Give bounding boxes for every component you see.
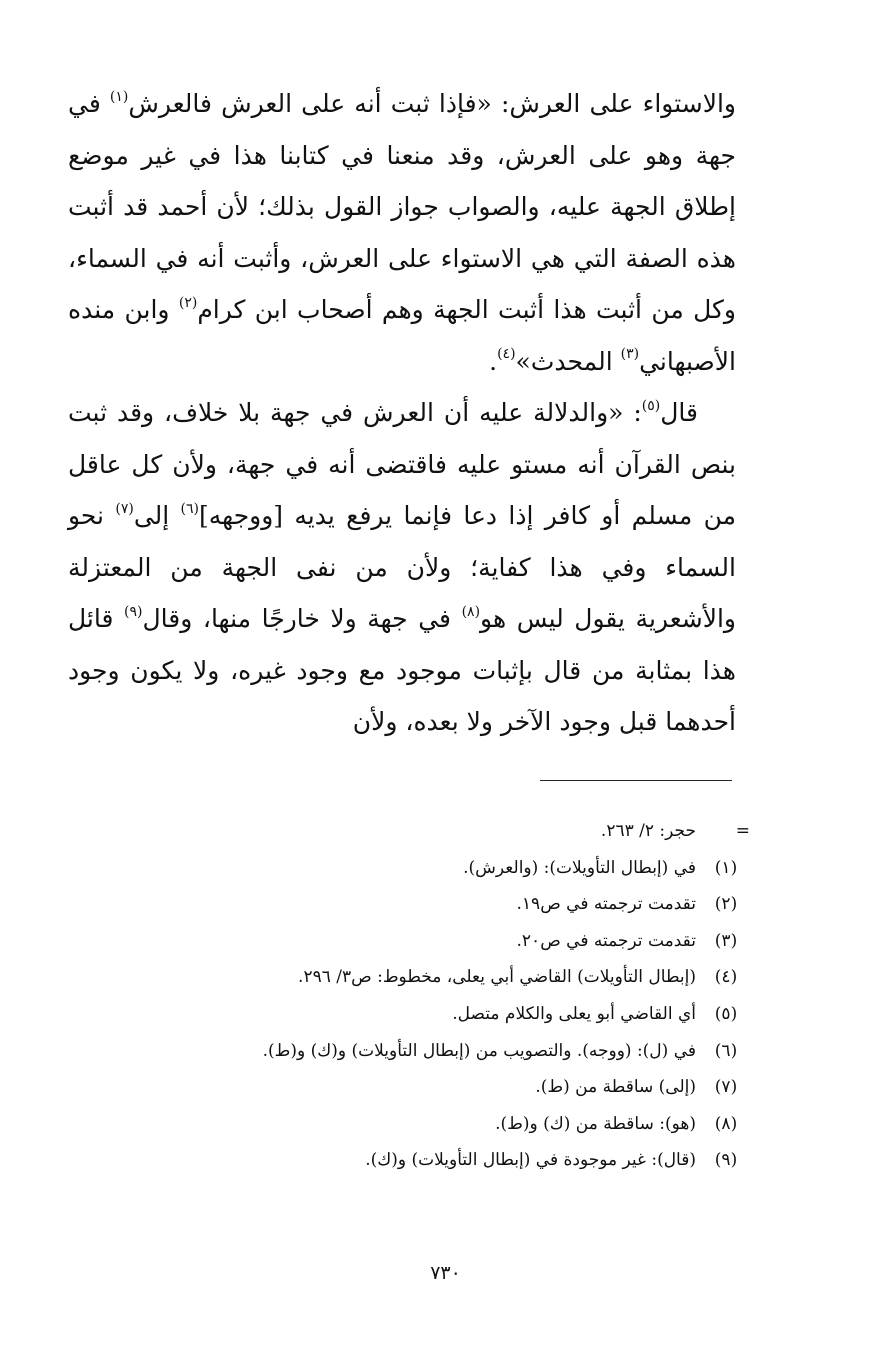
footnote-ref-8: (٨) [461, 603, 481, 620]
page-number: ٧٣٠ [430, 1262, 461, 1284]
footnote-text: (هو): ساقطة من (ك) و(ط). [495, 1113, 696, 1134]
footnote-1 [100, 850, 750, 887]
paragraph-2 [68, 387, 736, 748]
footnote-text: في (ل): (ووجه). والتصويب من (إبطال التأويلات) و(ك) و(ط). [262, 1040, 696, 1061]
footnote-4 [100, 959, 750, 996]
footnote-2 [100, 886, 750, 923]
footnote-text: تقدمت ترجمته في ص٢٠. [516, 930, 696, 951]
footnote-ref-2: (٢) [178, 294, 198, 311]
footnote-number: = [735, 821, 750, 841]
footnote-number: (٢) [714, 894, 738, 915]
footnote-3 [100, 923, 750, 960]
footnote-text: (إبطال التأويلات) القاضي أبي يعلى، مخطوط: ص٣/ ٢٩٦. [298, 967, 696, 988]
footnote-number: (٨) [714, 1113, 738, 1134]
text-run: قال [660, 398, 698, 427]
footnote-ref-3: (٣) [620, 346, 640, 363]
footnote-ref-5: (٥) [641, 397, 661, 414]
footnote-text: تقدمت ترجمته في ص١٩. [516, 894, 696, 915]
footnote-number: (٩) [714, 1150, 738, 1171]
text-run: والاستواء على العرش: «فإذا ثبت أنه على العرش فالعرش [128, 89, 736, 118]
footnote-text: (قال): غير موجودة في (إبطال التأويلات) و(ك). [365, 1150, 696, 1171]
footnote-ref-4: (٤) [497, 346, 516, 363]
footnote-6 [100, 1033, 750, 1070]
footnote-number: (٧) [714, 1077, 738, 1098]
main-text [68, 78, 736, 748]
text-run: نحو السماء وفي هذا كفاية؛ ولأن من نفى الجهة من المعتزلة والأشعرية يقول ليس هو [68, 501, 736, 633]
footnote-ref-9: (٩) [124, 603, 143, 620]
paragraph-1 [68, 78, 736, 387]
footnote-number: (٥) [714, 1003, 738, 1024]
text-run: : «والدلالة عليه أن العرش في جهة بلا خلاف، وقد ثبت بنص القرآن أنه مستو عليه فاقتضى أنه في جهة، ولأن كل عاقل من مسلم أو كافر إذا دعا فإنما يرفع يديه [ووجهه] [68, 398, 736, 530]
text-run: . [489, 346, 498, 376]
footnote-5 [100, 996, 750, 1033]
footnote-number: (١) [714, 857, 738, 878]
footnote-8 [100, 1106, 750, 1143]
footnote-number: (٣) [714, 930, 738, 951]
footnote-number: (٤) [714, 967, 738, 988]
footnote-text: حجر: ٢/ ٢٦٣. [600, 821, 696, 841]
text-run: قائل هذا بمثابة من قال بإثبات موجود مع وجود غيره، ولا يكون وجود أحدهما قبل وجود الآخر ولا بعده، ولأن [68, 604, 736, 736]
footnote-continuation [100, 813, 750, 850]
text-run: في جهة وهو على العرش، وقد منعنا في كتابنا هذا في غير موضع إطلاق الجهة عليه، والصواب جواز القول بذلك؛ لأن أحمد قد أثبت هذه الصفة التي هي الاستواء على العرش، وأثبت أنه في السماء، وكل من أثبت هذا أثبت الجهة وهم أصحاب ابن كرام [68, 89, 736, 324]
footnote-text: في (إبطال التأويلات): (والعرش). [463, 857, 696, 878]
footnote-text: أي القاضي أبو يعلى والكلام متصل. [452, 1003, 696, 1024]
text-run: وابن منده الأصبهاني [68, 295, 736, 376]
footnote-divider [540, 780, 732, 781]
footnote-number: (٦) [714, 1040, 738, 1061]
text-run: في جهة ولا خارجًا منها، وقال [142, 604, 462, 633]
footnote-text: (إلى) ساقطة من (ط). [535, 1077, 696, 1098]
text-run: المحدث» [515, 346, 621, 376]
footnote-7 [100, 1069, 750, 1106]
footnote-ref-6: (٦) [180, 500, 200, 517]
text-run: إلى [133, 501, 181, 530]
footnote-ref-1: (١) [109, 88, 129, 105]
footnotes [100, 813, 750, 1179]
footnote-ref-7: (٧) [115, 500, 134, 517]
footnote-9 [100, 1142, 750, 1179]
